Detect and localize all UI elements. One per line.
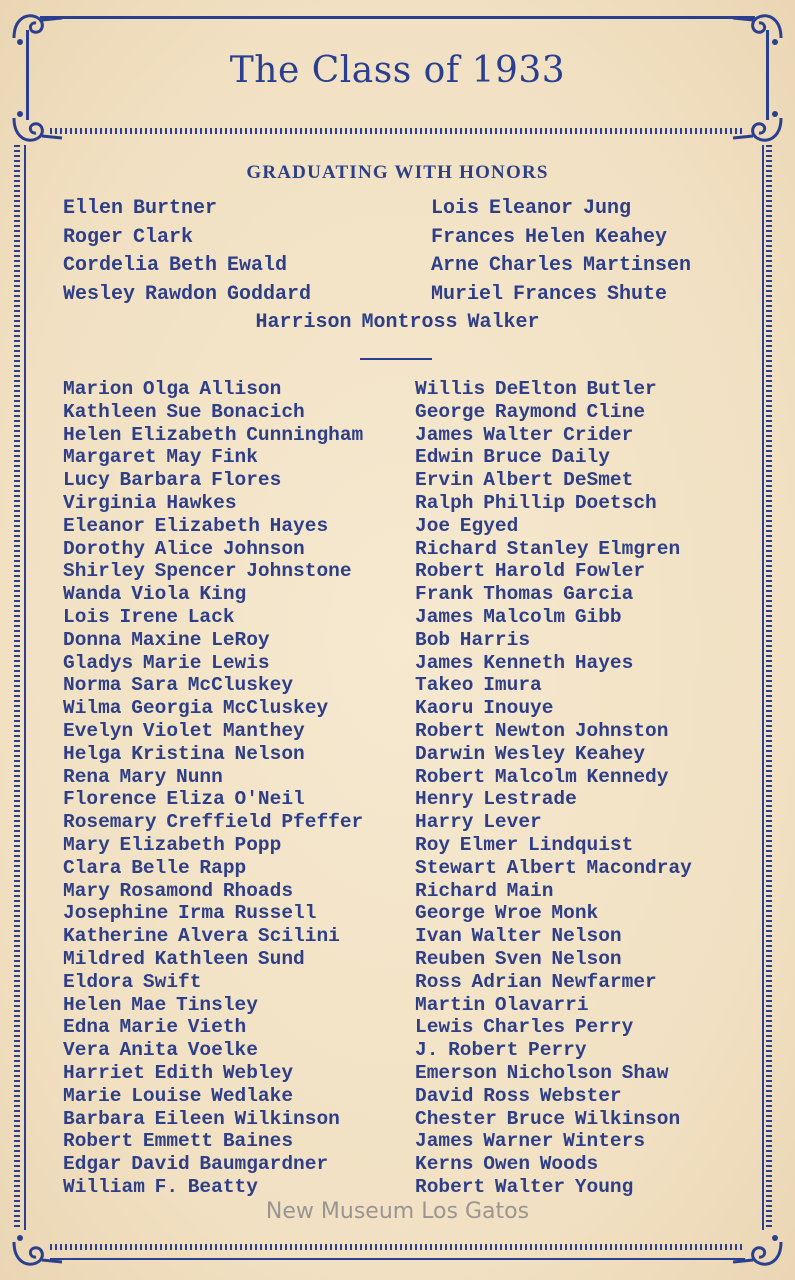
graduate-name: Wanda Viola King bbox=[63, 583, 247, 606]
graduate-name: Ralph Phillip Doetsch bbox=[415, 491, 657, 514]
graduate-name: Kathleen Sue Bonacich bbox=[63, 400, 305, 423]
graduate-name: Chester Bruce Wilkinson bbox=[415, 1107, 681, 1130]
corner-flourish-bottom-left-icon bbox=[8, 1232, 64, 1272]
corner-flourish-top-left-icon bbox=[8, 8, 64, 48]
corner-flourish-mid-right-icon bbox=[731, 108, 787, 148]
graduate-name: Takeo Imura bbox=[415, 674, 542, 697]
graduates-list-right bbox=[415, 378, 692, 1199]
graduate-name: Marie Louise Wedlake bbox=[63, 1084, 294, 1107]
honors-name: Muriel Frances Shute bbox=[431, 282, 668, 306]
graduate-name: Bob Harris bbox=[415, 628, 531, 651]
graduate-name: Josephine Irma Russell bbox=[63, 902, 317, 925]
graduates-list-left bbox=[63, 378, 363, 1199]
graduate-name: Harriet Edith Webley bbox=[63, 1061, 294, 1084]
graduate-name: Lois Irene Lack bbox=[63, 605, 235, 628]
museum-watermark: New Museum Los Gatos bbox=[265, 1199, 530, 1224]
graduate-name: James Warner Winters bbox=[415, 1130, 646, 1153]
graduate-name: Stewart Albert Macondray bbox=[415, 856, 692, 879]
graduate-name: Mary Rosamond Rhoads bbox=[63, 879, 294, 902]
left-dotted-border bbox=[14, 145, 20, 1230]
bottom-dotted-border bbox=[50, 1244, 745, 1250]
graduate-name: Martin Olavarri bbox=[415, 993, 589, 1016]
graduate-name: Robert Walter Young bbox=[415, 1175, 634, 1198]
honors-name: Lois Eleanor Jung bbox=[431, 197, 632, 220]
page-title: The Class of 1933 bbox=[229, 50, 566, 91]
title-box-bottom-border bbox=[50, 128, 745, 134]
graduate-name: George Raymond Cline bbox=[415, 400, 646, 423]
graduate-name: Joe Egyed bbox=[415, 514, 519, 537]
graduate-name: Norma Sara McCluskey bbox=[63, 674, 294, 697]
graduate-name: Emerson Nicholson Shaw bbox=[415, 1061, 669, 1084]
left-inner-line bbox=[24, 145, 26, 1230]
honors-name: Cordelia Beth Ewald bbox=[63, 254, 288, 277]
graduate-name: Eldora Swift bbox=[63, 970, 202, 993]
graduate-name: Barbara Eileen Wilkinson bbox=[63, 1107, 340, 1130]
graduate-name: Vera Anita Voelke bbox=[63, 1039, 258, 1062]
graduate-name: Florence Eliza O'Neil bbox=[63, 788, 305, 811]
graduate-name: Ervin Albert DeSmet bbox=[415, 469, 634, 492]
graduate-name: Edgar David Baumgardner bbox=[63, 1153, 329, 1176]
graduate-name: Marion Olga Allison bbox=[63, 378, 282, 400]
graduate-name: Henry Lestrade bbox=[415, 788, 577, 811]
section-divider bbox=[360, 358, 432, 360]
graduate-name: Lewis Charles Perry bbox=[415, 1016, 634, 1039]
graduate-name: Evelyn Violet Manthey bbox=[63, 719, 305, 742]
corner-flourish-mid-left-icon bbox=[8, 108, 64, 148]
right-inner-line bbox=[762, 145, 764, 1230]
graduate-name: Lucy Barbara Flores bbox=[63, 469, 282, 492]
graduate-name: Donna Maxine LeRoy bbox=[63, 628, 270, 651]
graduate-name: Robert Harold Fowler bbox=[415, 560, 646, 583]
graduate-name: James Kenneth Hayes bbox=[415, 651, 634, 674]
graduate-name: David Ross Webster bbox=[415, 1084, 622, 1107]
corner-flourish-bottom-right-icon bbox=[731, 1232, 787, 1272]
graduate-name: Rosemary Creffield Pfeffer bbox=[63, 811, 364, 834]
right-dotted-border bbox=[766, 145, 772, 1230]
graduate-name: Darwin Wesley Keahey bbox=[415, 742, 646, 765]
graduate-name: Ivan Walter Nelson bbox=[415, 925, 622, 948]
honors-name: Roger Clark bbox=[63, 225, 194, 249]
graduate-name: Virginia Hawkes bbox=[63, 491, 237, 514]
graduate-name: Wilma Georgia McCluskey bbox=[63, 697, 329, 720]
honors-name: Wesley Rawdon Goddard bbox=[63, 282, 312, 306]
graduate-name: Roy Elmer Lindquist bbox=[415, 833, 634, 856]
honors-list-right bbox=[431, 195, 691, 309]
graduate-name: Helen Mae Tinsley bbox=[63, 993, 258, 1016]
honors-list-left bbox=[63, 195, 311, 309]
graduate-name: Robert Newton Johnston bbox=[415, 719, 669, 742]
graduate-name: Gladys Marie Lewis bbox=[63, 651, 270, 674]
honors-name: Arne Charles Martinsen bbox=[431, 254, 692, 277]
graduate-name: Robert Emmett Baines bbox=[63, 1130, 294, 1153]
graduate-name: Robert Malcolm Kennedy bbox=[415, 765, 669, 788]
graduate-name: Frank Thomas Garcia bbox=[415, 583, 634, 606]
graduate-name: Willis DeElton Butler bbox=[415, 378, 657, 400]
graduate-name: Reuben Sven Nelson bbox=[415, 947, 622, 970]
honors-name-centered: Harrison Montross Walker bbox=[255, 311, 540, 334]
honors-name: Frances Helen Keahey bbox=[431, 225, 668, 249]
bottom-border-line bbox=[50, 1258, 745, 1260]
graduate-name: Harry Lever bbox=[415, 811, 542, 834]
graduate-name: James Malcolm Gibb bbox=[415, 605, 622, 628]
graduate-name: Eleanor Elizabeth Hayes bbox=[63, 514, 329, 537]
graduate-name: Helga Kristina Nelson bbox=[63, 742, 305, 765]
graduate-name: Dorothy Alice Johnson bbox=[63, 537, 305, 560]
corner-flourish-top-right-icon bbox=[731, 8, 787, 48]
graduate-name: Mary Elizabeth Popp bbox=[63, 833, 282, 856]
graduate-name: Margaret May Fink bbox=[63, 446, 258, 469]
graduate-name: Richard Main bbox=[415, 879, 554, 902]
graduate-name: Ross Adrian Newfarmer bbox=[415, 970, 657, 993]
graduate-name: Shirley Spencer Johnstone bbox=[63, 560, 352, 583]
graduate-name: Katherine Alvera Scilini bbox=[63, 925, 340, 948]
graduate-name: Clara Belle Rapp bbox=[63, 856, 247, 879]
graduate-name: Edna Marie Vieth bbox=[63, 1016, 247, 1039]
graduate-name: George Wroe Monk bbox=[415, 902, 599, 925]
graduate-name: Mildred Kathleen Sund bbox=[63, 947, 305, 970]
graduate-name: Kaoru Inouye bbox=[415, 697, 554, 720]
graduate-name: Helen Elizabeth Cunningham bbox=[63, 423, 364, 446]
top-border-line bbox=[40, 16, 755, 19]
honors-heading: GRADUATING WITH HONORS bbox=[246, 162, 549, 183]
graduate-name: Kerns Owen Woods bbox=[415, 1153, 599, 1176]
graduate-name: William F. Beatty bbox=[63, 1175, 258, 1198]
honors-name: Ellen Burtner bbox=[63, 197, 218, 220]
graduate-name: James Walter Crider bbox=[415, 423, 634, 446]
graduate-name: Richard Stanley Elmgren bbox=[415, 537, 681, 560]
graduate-name: Rena Mary Nunn bbox=[63, 765, 223, 788]
graduate-name: Edwin Bruce Daily bbox=[415, 446, 610, 469]
graduate-name: J. Robert Perry bbox=[415, 1039, 587, 1062]
